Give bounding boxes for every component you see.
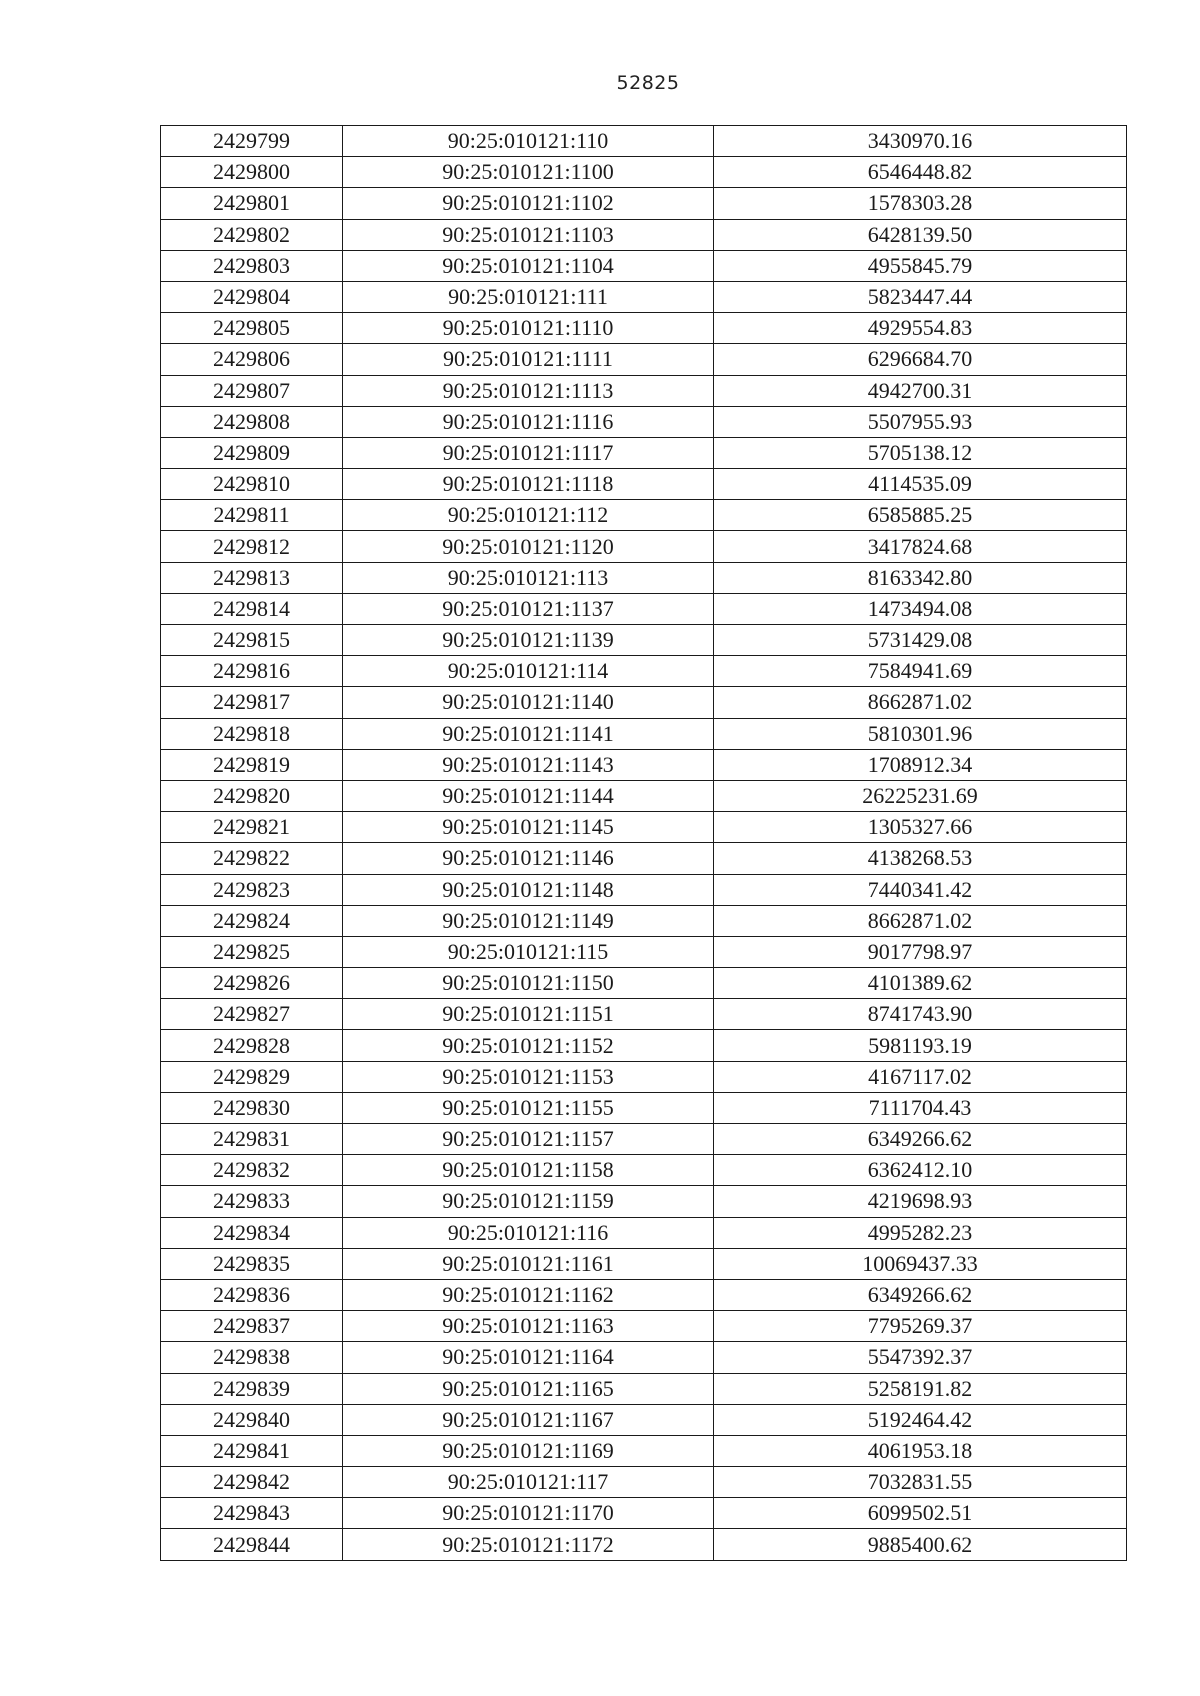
record-number-cell: 2429823 bbox=[161, 874, 343, 905]
cadastral-number-cell: 90:25:010121:1163 bbox=[343, 1311, 714, 1342]
record-number-cell: 2429799 bbox=[161, 126, 343, 157]
table-row bbox=[161, 157, 1127, 188]
cadastral-number-cell: 90:25:010121:1146 bbox=[343, 843, 714, 874]
cadastral-number-cell: 90:25:010121:1140 bbox=[343, 687, 714, 718]
record-number-cell: 2429839 bbox=[161, 1373, 343, 1404]
table-row bbox=[161, 250, 1127, 281]
table-row bbox=[161, 936, 1127, 967]
cadastral-value-cell: 1473494.08 bbox=[714, 593, 1127, 624]
record-number-cell: 2429807 bbox=[161, 375, 343, 406]
table-row bbox=[161, 219, 1127, 250]
cadastral-value-cell: 7111704.43 bbox=[714, 1092, 1127, 1123]
table-row bbox=[161, 1217, 1127, 1248]
cadastral-value-cell: 9885400.62 bbox=[714, 1529, 1127, 1560]
record-number-cell: 2429810 bbox=[161, 469, 343, 500]
cadastral-value-cell: 7440341.42 bbox=[714, 874, 1127, 905]
cadastral-value-cell: 6349266.62 bbox=[714, 1279, 1127, 1310]
cadastral-number-cell: 90:25:010121:1155 bbox=[343, 1092, 714, 1123]
table-row bbox=[161, 1529, 1127, 1560]
record-number-cell: 2429835 bbox=[161, 1248, 343, 1279]
table-row bbox=[161, 780, 1127, 811]
cadastral-value-cell: 7584941.69 bbox=[714, 656, 1127, 687]
record-number-cell: 2429806 bbox=[161, 344, 343, 375]
cadastral-number-cell: 90:25:010121:1139 bbox=[343, 625, 714, 656]
table-row bbox=[161, 687, 1127, 718]
cadastral-number-cell: 90:25:010121:1102 bbox=[343, 188, 714, 219]
table-row bbox=[161, 905, 1127, 936]
cadastral-value-cell: 1305327.66 bbox=[714, 812, 1127, 843]
record-number-cell: 2429827 bbox=[161, 999, 343, 1030]
cadastral-value-cell: 6428139.50 bbox=[714, 219, 1127, 250]
record-number-cell: 2429813 bbox=[161, 562, 343, 593]
table-row bbox=[161, 437, 1127, 468]
cadastral-value-cell: 8662871.02 bbox=[714, 905, 1127, 936]
cadastral-value-cell: 5547392.37 bbox=[714, 1342, 1127, 1373]
cadastral-value-cell: 8163342.80 bbox=[714, 562, 1127, 593]
record-number-cell: 2429828 bbox=[161, 1030, 343, 1061]
cadastral-value-cell: 4929554.83 bbox=[714, 313, 1127, 344]
cadastral-value-cell: 6099502.51 bbox=[714, 1498, 1127, 1529]
cadastral-number-cell: 90:25:010121:1145 bbox=[343, 812, 714, 843]
cadastral-value-cell: 6296684.70 bbox=[714, 344, 1127, 375]
cadastral-value-cell: 6585885.25 bbox=[714, 500, 1127, 531]
record-number-cell: 2429825 bbox=[161, 936, 343, 967]
cadastral-number-cell: 90:25:010121:1153 bbox=[343, 1061, 714, 1092]
cadastral-number-cell: 90:25:010121:1170 bbox=[343, 1498, 714, 1529]
record-number-cell: 2429833 bbox=[161, 1186, 343, 1217]
table-body bbox=[161, 126, 1127, 1561]
table-row bbox=[161, 531, 1127, 562]
table-row bbox=[161, 968, 1127, 999]
table-row bbox=[161, 1342, 1127, 1373]
cadastral-number-cell: 90:25:010121:1110 bbox=[343, 313, 714, 344]
cadastral-value-cell: 4061953.18 bbox=[714, 1435, 1127, 1466]
record-number-cell: 2429809 bbox=[161, 437, 343, 468]
cadastral-value-cell: 1578303.28 bbox=[714, 188, 1127, 219]
cadastral-number-cell: 90:25:010121:1165 bbox=[343, 1373, 714, 1404]
cadastral-value-cell: 4219698.93 bbox=[714, 1186, 1127, 1217]
cadastral-number-cell: 90:25:010121:1151 bbox=[343, 999, 714, 1030]
cadastral-value-cell: 6362412.10 bbox=[714, 1155, 1127, 1186]
table-row bbox=[161, 1373, 1127, 1404]
cadastral-value-cell: 5258191.82 bbox=[714, 1373, 1127, 1404]
cadastral-value-cell: 4167117.02 bbox=[714, 1061, 1127, 1092]
cadastral-number-cell: 90:25:010121:1137 bbox=[343, 593, 714, 624]
cadastral-value-cell: 4101389.62 bbox=[714, 968, 1127, 999]
record-number-cell: 2429826 bbox=[161, 968, 343, 999]
table-row bbox=[161, 500, 1127, 531]
page-number: 52825 bbox=[616, 72, 680, 94]
cadastral-value-cell: 9017798.97 bbox=[714, 936, 1127, 967]
cadastral-value-cell: 4114535.09 bbox=[714, 469, 1127, 500]
cadastral-number-cell: 90:25:010121:1120 bbox=[343, 531, 714, 562]
cadastral-number-cell: 90:25:010121:1169 bbox=[343, 1435, 714, 1466]
cadastral-number-cell: 90:25:010121:1103 bbox=[343, 219, 714, 250]
record-number-cell: 2429817 bbox=[161, 687, 343, 718]
cadastral-number-cell: 90:25:010121:1159 bbox=[343, 1186, 714, 1217]
table-row bbox=[161, 1435, 1127, 1466]
cadastral-number-cell: 90:25:010121:1148 bbox=[343, 874, 714, 905]
record-number-cell: 2429812 bbox=[161, 531, 343, 562]
cadastral-value-cell: 6349266.62 bbox=[714, 1124, 1127, 1155]
cadastral-value-cell: 26225231.69 bbox=[714, 780, 1127, 811]
cadastral-number-cell: 90:25:010121:113 bbox=[343, 562, 714, 593]
table-row bbox=[161, 126, 1127, 157]
cadastral-number-cell: 90:25:010121:1116 bbox=[343, 406, 714, 437]
record-number-cell: 2429834 bbox=[161, 1217, 343, 1248]
cadastral-number-cell: 90:25:010121:1157 bbox=[343, 1124, 714, 1155]
table-row bbox=[161, 313, 1127, 344]
record-number-cell: 2429820 bbox=[161, 780, 343, 811]
table-row bbox=[161, 656, 1127, 687]
table-row bbox=[161, 1467, 1127, 1498]
cadastral-value-cell: 4955845.79 bbox=[714, 250, 1127, 281]
record-number-cell: 2429803 bbox=[161, 250, 343, 281]
table-row bbox=[161, 625, 1127, 656]
record-number-cell: 2429808 bbox=[161, 406, 343, 437]
cadastral-number-cell: 90:25:010121:1111 bbox=[343, 344, 714, 375]
cadastral-value-cell: 5731429.08 bbox=[714, 625, 1127, 656]
cadastral-value-cell: 1708912.34 bbox=[714, 749, 1127, 780]
cadastral-value-cell: 5810301.96 bbox=[714, 718, 1127, 749]
table-row bbox=[161, 1061, 1127, 1092]
cadastral-number-cell: 90:25:010121:1164 bbox=[343, 1342, 714, 1373]
table-row bbox=[161, 812, 1127, 843]
cadastral-value-table bbox=[160, 125, 1127, 1561]
table-row bbox=[161, 718, 1127, 749]
table-row bbox=[161, 188, 1127, 219]
table-row bbox=[161, 1030, 1127, 1061]
table-row bbox=[161, 1311, 1127, 1342]
cadastral-value-cell: 10069437.33 bbox=[714, 1248, 1127, 1279]
record-number-cell: 2429829 bbox=[161, 1061, 343, 1092]
cadastral-value-cell: 5823447.44 bbox=[714, 281, 1127, 312]
record-number-cell: 2429800 bbox=[161, 157, 343, 188]
record-number-cell: 2429822 bbox=[161, 843, 343, 874]
cadastral-number-cell: 90:25:010121:1161 bbox=[343, 1248, 714, 1279]
table-row bbox=[161, 281, 1127, 312]
record-number-cell: 2429815 bbox=[161, 625, 343, 656]
record-number-cell: 2429838 bbox=[161, 1342, 343, 1373]
record-number-cell: 2429819 bbox=[161, 749, 343, 780]
cadastral-number-cell: 90:25:010121:110 bbox=[343, 126, 714, 157]
cadastral-value-cell: 8662871.02 bbox=[714, 687, 1127, 718]
record-number-cell: 2429801 bbox=[161, 188, 343, 219]
table-row bbox=[161, 1248, 1127, 1279]
table-row bbox=[161, 375, 1127, 406]
cadastral-number-cell: 90:25:010121:114 bbox=[343, 656, 714, 687]
table-row bbox=[161, 1498, 1127, 1529]
table-row bbox=[161, 874, 1127, 905]
table-row bbox=[161, 1124, 1127, 1155]
cadastral-number-cell: 90:25:010121:1104 bbox=[343, 250, 714, 281]
cadastral-value-cell: 5981193.19 bbox=[714, 1030, 1127, 1061]
record-number-cell: 2429837 bbox=[161, 1311, 343, 1342]
table-row bbox=[161, 1186, 1127, 1217]
cadastral-number-cell: 90:25:010121:1144 bbox=[343, 780, 714, 811]
record-number-cell: 2429830 bbox=[161, 1092, 343, 1123]
record-number-cell: 2429840 bbox=[161, 1404, 343, 1435]
table-row bbox=[161, 843, 1127, 874]
record-number-cell: 2429836 bbox=[161, 1279, 343, 1310]
record-number-cell: 2429811 bbox=[161, 500, 343, 531]
cadastral-number-cell: 90:25:010121:116 bbox=[343, 1217, 714, 1248]
cadastral-number-cell: 90:25:010121:112 bbox=[343, 500, 714, 531]
record-number-cell: 2429843 bbox=[161, 1498, 343, 1529]
record-number-cell: 2429831 bbox=[161, 1124, 343, 1155]
cadastral-number-cell: 90:25:010121:1117 bbox=[343, 437, 714, 468]
cadastral-value-cell: 4942700.31 bbox=[714, 375, 1127, 406]
cadastral-number-cell: 90:25:010121:1152 bbox=[343, 1030, 714, 1061]
cadastral-value-cell: 7032831.55 bbox=[714, 1467, 1127, 1498]
table-row bbox=[161, 999, 1127, 1030]
record-number-cell: 2429805 bbox=[161, 313, 343, 344]
cadastral-number-cell: 90:25:010121:1143 bbox=[343, 749, 714, 780]
cadastral-number-cell: 90:25:010121:1172 bbox=[343, 1529, 714, 1560]
table-row bbox=[161, 1092, 1127, 1123]
cadastral-number-cell: 90:25:010121:1149 bbox=[343, 905, 714, 936]
cadastral-value-cell: 8741743.90 bbox=[714, 999, 1127, 1030]
table-row bbox=[161, 562, 1127, 593]
cadastral-value-cell: 5705138.12 bbox=[714, 437, 1127, 468]
cadastral-number-cell: 90:25:010121:117 bbox=[343, 1467, 714, 1498]
record-number-cell: 2429844 bbox=[161, 1529, 343, 1560]
record-number-cell: 2429816 bbox=[161, 656, 343, 687]
cadastral-value-cell: 7795269.37 bbox=[714, 1311, 1127, 1342]
cadastral-value-cell: 4995282.23 bbox=[714, 1217, 1127, 1248]
record-number-cell: 2429824 bbox=[161, 905, 343, 936]
cadastral-number-cell: 90:25:010121:1141 bbox=[343, 718, 714, 749]
cadastral-number-cell: 90:25:010121:1158 bbox=[343, 1155, 714, 1186]
table-row bbox=[161, 469, 1127, 500]
cadastral-value-cell: 3430970.16 bbox=[714, 126, 1127, 157]
record-number-cell: 2429814 bbox=[161, 593, 343, 624]
record-number-cell: 2429804 bbox=[161, 281, 343, 312]
record-number-cell: 2429841 bbox=[161, 1435, 343, 1466]
record-number-cell: 2429832 bbox=[161, 1155, 343, 1186]
table-row bbox=[161, 593, 1127, 624]
cadastral-number-cell: 90:25:010121:1118 bbox=[343, 469, 714, 500]
table-row bbox=[161, 1279, 1127, 1310]
table-row bbox=[161, 344, 1127, 375]
cadastral-number-cell: 90:25:010121:1113 bbox=[343, 375, 714, 406]
cadastral-number-cell: 90:25:010121:1100 bbox=[343, 157, 714, 188]
cadastral-value-cell: 5192464.42 bbox=[714, 1404, 1127, 1435]
table-row bbox=[161, 1404, 1127, 1435]
cadastral-number-cell: 90:25:010121:115 bbox=[343, 936, 714, 967]
table-row bbox=[161, 749, 1127, 780]
record-number-cell: 2429821 bbox=[161, 812, 343, 843]
table-row bbox=[161, 406, 1127, 437]
cadastral-number-cell: 90:25:010121:111 bbox=[343, 281, 714, 312]
record-number-cell: 2429802 bbox=[161, 219, 343, 250]
cadastral-value-cell: 3417824.68 bbox=[714, 531, 1127, 562]
cadastral-value-cell: 4138268.53 bbox=[714, 843, 1127, 874]
table-row bbox=[161, 1155, 1127, 1186]
cadastral-number-cell: 90:25:010121:1162 bbox=[343, 1279, 714, 1310]
record-number-cell: 2429842 bbox=[161, 1467, 343, 1498]
record-number-cell: 2429818 bbox=[161, 718, 343, 749]
cadastral-number-cell: 90:25:010121:1150 bbox=[343, 968, 714, 999]
cadastral-value-cell: 5507955.93 bbox=[714, 406, 1127, 437]
cadastral-value-cell: 6546448.82 bbox=[714, 157, 1127, 188]
cadastral-number-cell: 90:25:010121:1167 bbox=[343, 1404, 714, 1435]
